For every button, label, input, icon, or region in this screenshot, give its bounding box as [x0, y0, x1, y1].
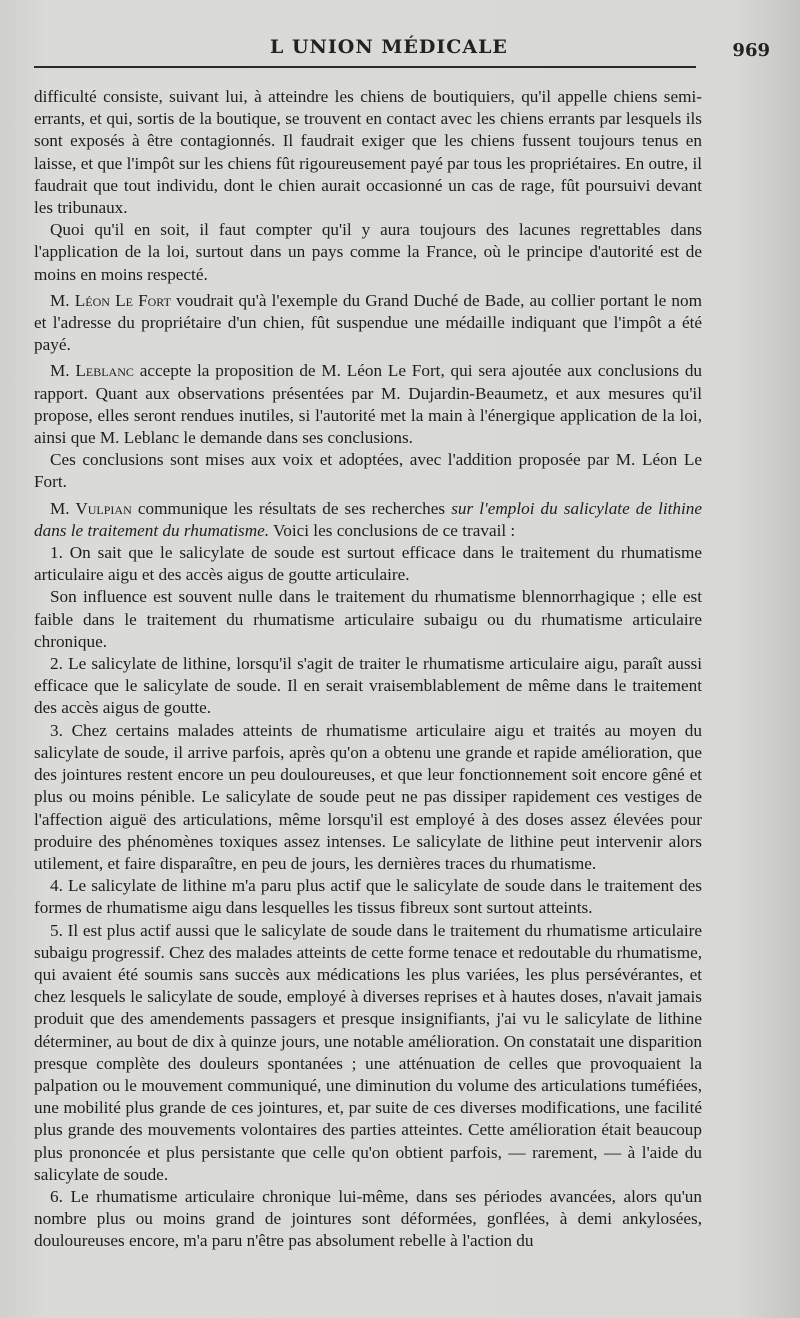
conclusion-item: 6. Le rhumatisme articulaire chronique lui-même, dans ses périodes avancées, alors qu'un nombre plus ou moins grand de jointures sont déformées, gonflées, à demi ankylosées, douloureuses encore, m'a paru n'être pas absolument rebelle à l'action du — [34, 1186, 702, 1251]
conclusion-item: 2. Le salicylate de lithine, lorsqu'il s'agit de traiter le rhumatisme articulaire aigu, paraît aussi efficace que le salicylate de soude. Il en serait vraisemblablement de même dans le traitement des accès aigus de goutte. — [34, 654, 702, 718]
running-header — [34, 36, 770, 66]
speaker-name: M. Vulpian — [50, 498, 132, 518]
speaker-name: M. Leblanc — [50, 361, 134, 381]
paper-title: sur l'emploi du salicylate de lithine dans le traitement du rhumatisme. — [34, 498, 702, 540]
conclusion-item: 5. Il est plus actif aussi que le salicylate de soude dans le traitement du rhumatisme articulaire subaigu progressif. Chez des malades atteints de cette forme tenace et redoutable du rhumatisme, qui avaient été soumis sans succès aux médications les plus variées, les plus persévérantes, et chez lesquels le salicylate de soude, employé à diverses reprises et à hautes doses, n'avait jamais produit que des amendements passagers et presque insignifiants, j'ai vu le salicylate de lithine déterminer, au bout de dix à quinze jours, une notable amélioration. On constatait une disparition presque complète des douleurs spontanées ; une atténuation de celles que provoquaient la palpation ou le mouvement communiqué, une diminution du volume des articulations tuméfiées, une mobilité plus grande de ces jointures, et, par suite de ces diverses modifications, une facilité plus grande des mouvements volontaires des parties atteintes. Cette amélioration était beaucoup plus prononcée et plus persistante que celle qu'on obtient parfois, — rarement, — à l'aide du salicylate de soude. — [34, 920, 702, 1184]
paragraph — [34, 360, 702, 449]
speaker-name: M. Léon Le Fort — [50, 290, 171, 310]
conclusion-item: 4. Le salicylate de lithine m'a paru plus actif que le salicylate de soude dans le traitement des formes de rhumatisme aigu dans lesquelles les tissus fibreux sont surtout atteints. — [34, 876, 702, 918]
header-rule — [34, 66, 696, 68]
paragraph: Quoi qu'il en soit, il faut compter qu'il y aura toujours des lacunes regrettables dans l'application de la loi, surtout dans un pays comme la France, où le principe d'autorité est de moins en moins respecté. — [34, 220, 702, 284]
paragraph: difficulté consiste, suivant lui, à atteindre les chiens de boutiquiers, qu'il appelle chiens semi-errants, et qui, sortis de la boutique, se trouvent en contact avec les chiens errants par lesquels ils sont exposés à être contagionnés. Il faudrait exiger que les chiens fussent toujours tenus en laisse, et que l'impôt sur les chiens fût rigoureusement payé par tous les propriétaires. En outre, il faudrait que tout individu, dont le chien aurait occasionné un cas de rage, fût poursuivi devant les tribunaux. — [34, 87, 702, 218]
article-body — [34, 86, 702, 1253]
paragraph: Son influence est souvent nulle dans le traitement du rhumatisme blennorrhagique ; elle est faible dans le traitement du rhumatisme articulaire subaigu ou du rhumatisme articulaire chronique. — [34, 587, 702, 651]
paragraph — [34, 290, 702, 357]
conclusion-item: 1. On sait que le salicylate de soude est surtout efficace dans le traitement du rhumatisme articulaire aigu et des accès aigus de goutte articulaire. — [34, 543, 702, 585]
conclusion-item: 3. Chez certains malades atteints de rhumatisme articulaire aigu et traités au moyen du salicylate de soude, il arrive parfois, après qu'on a obtenu une grande et rapide amélioration, que des jointures restent encore un peu douloureuses, et que leur fonctionnement soit encore gêné et plus ou moins pénible. Le salicylate de soude peut ne pas dissiper rapidement ces vestiges de l'affection aiguë des articulations, même lorsqu'il est employé à des doses assez élevées pour produire des phénomènes toxiques assez intenses. Le salicylate de lithine peut intervenir alors utilement, et faire disparaître, en peu de jours, les dernières traces du rhumatisme. — [34, 720, 702, 873]
paragraph-text: Voici les conclusions de ce travail : — [273, 520, 516, 540]
page-number: 969 — [732, 40, 770, 61]
paragraph-text: communique les résultats de ses recherches — [137, 498, 446, 518]
paragraph: Ces conclusions sont mises aux voix et adoptées, avec l'addition proposée par M. Léon Le Fort. — [34, 450, 702, 492]
paragraph-text: voudrait qu'à l'exemple du Grand Duché de Bade, au collier portant le nom et l'adresse du propriétaire d'un chien, fût suspendue une médaille indiquant que l'impôt a été payé. — [34, 290, 702, 355]
paragraph — [34, 498, 702, 542]
paragraph-text: accepte la proposition de M. Léon Le Fort, qui sera ajoutée aux conclusions du rapport. Quant aux observations présentées par M. Dujardin-Beaumetz, et aux mesures qu'il propose, elles seront rendues inutiles, si l'autorité met la main à l'énergique application de la loi, ainsi que M. Leblanc le demande dans ses conclusions. — [34, 361, 703, 448]
journal-title: L UNION MÉDICALE — [270, 36, 508, 58]
